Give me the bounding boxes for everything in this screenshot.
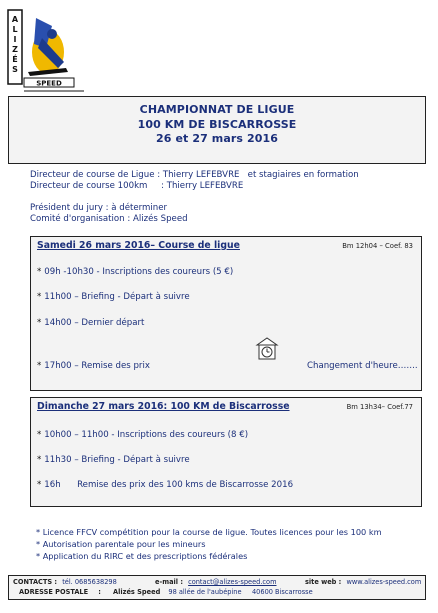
svg-text:É: É	[12, 55, 18, 64]
list-item: * 14h00 – Dernier départ	[37, 318, 145, 328]
title-box	[8, 96, 426, 164]
list-item: * 10h00 – 11h00 - Inscriptions des coureurs (8 €)	[37, 430, 249, 440]
address-row	[19, 588, 313, 596]
list-item: * 09h -10h30 - Inscriptions des coureurs (5 €)	[37, 267, 234, 277]
saturday-tide: Bm 12h04 – Coef. 83	[342, 242, 413, 250]
alizes-speed-logo	[6, 8, 88, 96]
website-link[interactable]: www.alizes-speed.com	[346, 578, 422, 586]
race-director-100km: Directeur de course 100km : Thierry LEFEBVRE	[30, 181, 244, 191]
bullet-star-icon: *	[37, 480, 42, 490]
address-label: ADRESSE POSTALE	[19, 588, 89, 596]
list-item: * 17h00 – Remise des prix	[37, 361, 150, 371]
address-value: 98 allée de l'aubépine 40600 Biscarrosse	[168, 588, 313, 596]
bullet-star-icon: *	[37, 318, 42, 328]
sunday-tide: Bm 13h34– Coef.77	[346, 403, 413, 411]
website-label: site web :	[305, 578, 342, 586]
sunday-section	[30, 397, 422, 507]
list-item: * 16h Remise des prix des 100 kms de Biscarrosse 2016	[37, 480, 294, 490]
clock-change-icon	[255, 337, 279, 361]
website-row	[305, 578, 421, 586]
address-separator: :	[98, 588, 101, 596]
jury-president: Président du jury : à déterminer	[30, 203, 168, 213]
title-line-2: 100 KM DE BISCARROSSE	[137, 117, 297, 131]
organizing-committee: Comité d'organisation : Alizés Speed	[30, 214, 188, 224]
list-item: * 11h30 – Briefing - Départ à suivre	[37, 455, 190, 465]
contact-phone: tél. 0685638298	[62, 578, 117, 586]
svg-text:L: L	[12, 25, 18, 34]
race-director-league: Directeur de course de Ligue : Thierry LEFEBVRE et stagiaires en formation	[30, 170, 359, 180]
address-org: Alizés Speed	[113, 588, 161, 596]
contacts-row	[13, 578, 117, 586]
title-line-1: CHAMPIONNAT DE LIGUE	[139, 103, 295, 116]
contact-footer	[8, 575, 426, 600]
title-line-3: 26 et 27 mars 2016	[156, 132, 278, 145]
contacts-label: CONTACTS :	[13, 578, 58, 586]
email-row	[155, 578, 277, 586]
bullet-star-icon: *	[37, 267, 42, 277]
list-item: * 11h00 – Briefing - Départ à suivre	[37, 292, 190, 302]
saturday-heading: Samedi 26 mars 2016– Course de ligue	[37, 240, 240, 251]
bullet-star-icon: *	[37, 430, 42, 440]
email-link[interactable]: contact@alizes-speed.com	[188, 578, 277, 586]
saturday-section	[30, 236, 422, 391]
svg-text:S: S	[12, 65, 18, 74]
email-label: e-mail :	[155, 578, 183, 586]
note-license: * Licence FFCV compétition pour la course de ligue. Toutes licences pour les 100 km	[36, 527, 382, 537]
bullet-star-icon: *	[37, 455, 42, 465]
svg-text:I: I	[13, 35, 17, 44]
note-parental: * Autorisation parentale pour les mineurs	[36, 539, 206, 549]
bullet-star-icon: *	[37, 292, 42, 302]
bullet-star-icon: *	[37, 361, 42, 371]
svg-text:SPEED: SPEED	[36, 79, 62, 88]
svg-text:A: A	[11, 15, 19, 24]
svg-text:Z: Z	[12, 45, 18, 54]
note-rules: * Application du RIRC et des prescriptions fédérales	[36, 551, 248, 561]
sunday-heading: Dimanche 27 mars 2016: 100 KM de Biscarrosse	[37, 401, 290, 412]
time-change-note: Changement d'heure…….	[307, 361, 418, 371]
